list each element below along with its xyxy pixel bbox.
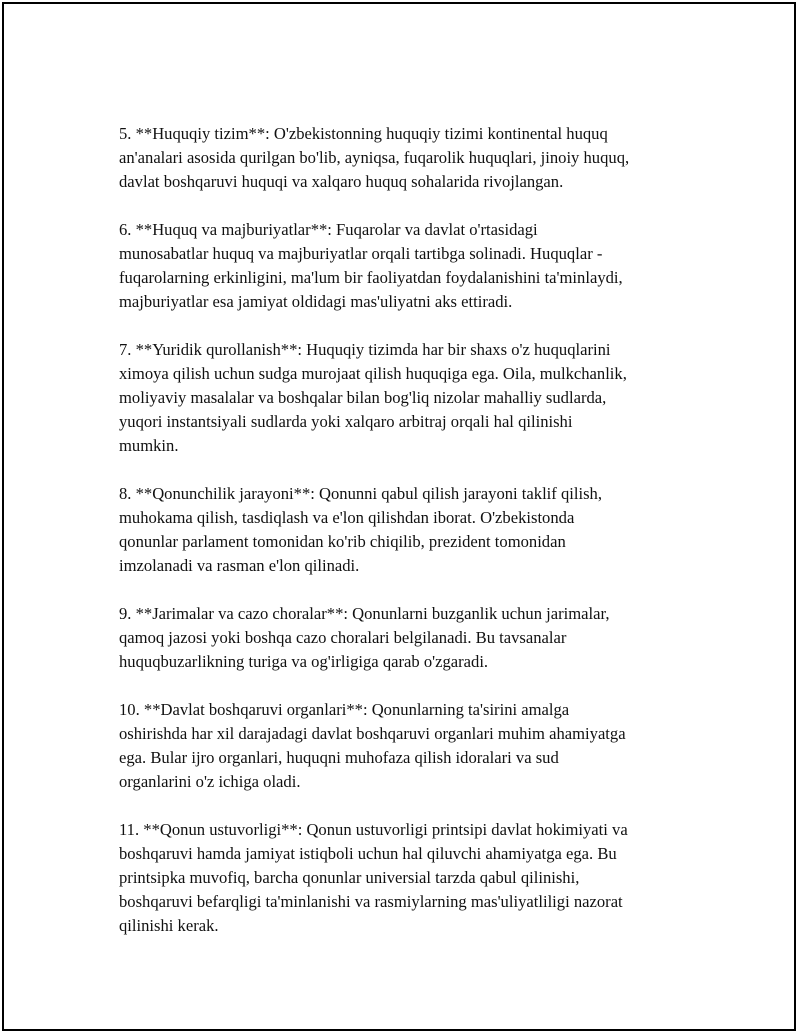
- paragraph-6: 6. **Huquq va majburiyatlar**: Fuqarolar va davlat o'rtasidagi munosabatlar huquq va majburiyatlar orqali tartibga solinadi. Huquqlar - fuqarolarning erkinligini, ma'lum bir faoliyatdan foydalanishini ta'minlaydi, majburiyatlar esa jamiyat oldidagi mas'uliyatni aks ettiradi.: [119, 220, 623, 311]
- paragraph-7: 7. **Yuridik qurollanish**: Huquqiy tizimda har bir shaxs o'z huquqlarini ximoya qilish uchun sudga murojaat qilish huquqiga ega. Oila, mulkchanlik, moliyaviy masalalar va boshqalar bilan bog'liq nizolar mahalliy sudlarda, yuqori instantsiyali sudlarda yoki xalqaro arbitraj orqali hal qilinishi mumkin.: [119, 340, 627, 455]
- paragraph-10: 10. **Davlat boshqaruvi organlari**: Qonunlarning ta'sirini amalga oshirishda har xil darajadagi davlat boshqaruvi organlari muhim ahamiyatga ega. Bular ijro organlari, huquqni muhofaza qilish idoralari va sud organlarini o'z ichiga oladi.: [119, 700, 626, 791]
- paragraph-11: 11. **Qonun ustuvorligi**: Qonun ustuvorligi printsipi davlat hokimiyati va boshqaruvi hamda jamiyat istiqboli uchun hal qiluvchi ahamiyatga ega. Bu printsipka muvofiq, barcha qonunlar universial tarzda qabul qilinishi, boshqaruvi befarqligi ta'minlanishi va rasmiylarning mas'uliyatliligi nazorat qilinishi kerak.: [119, 820, 628, 935]
- document-body: [119, 122, 719, 962]
- paragraph-8: 8. **Qonunchilik jarayoni**: Qonunni qabul qilish jarayoni taklif qilish, muhokama qilish, tasdiqlash va e'lon qilishdan iborat. O'zbekistonda qonunlar parlament tomonidan ko'rib chiqilib, prezident tomonidan imzolanadi va rasman e'lon qilinadi.: [119, 484, 603, 575]
- paragraph-5: 5. **Huquqiy tizim**: O'zbekistonning huquqiy tizimi kontinental huquq an'analari asosida qurilgan bo'lib, ayniqsa, fuqarolik huquqlari, jinoiy huquq, davlat boshqaruvi huquqi va xalqaro huquq sohalarida rivojlangan.: [119, 124, 630, 191]
- document-page: [3, 3, 795, 1030]
- paragraph-9: 9. **Jarimalar va cazo choralar**: Qonunlarni buzganlik uchun jarimalar, qamoq jazosi yoki boshqa cazo choralari belgilanadi. Bu tavsanalar huquqbuzarlikning turiga va og'irligiga qarab o'zgaradi.: [119, 604, 610, 671]
